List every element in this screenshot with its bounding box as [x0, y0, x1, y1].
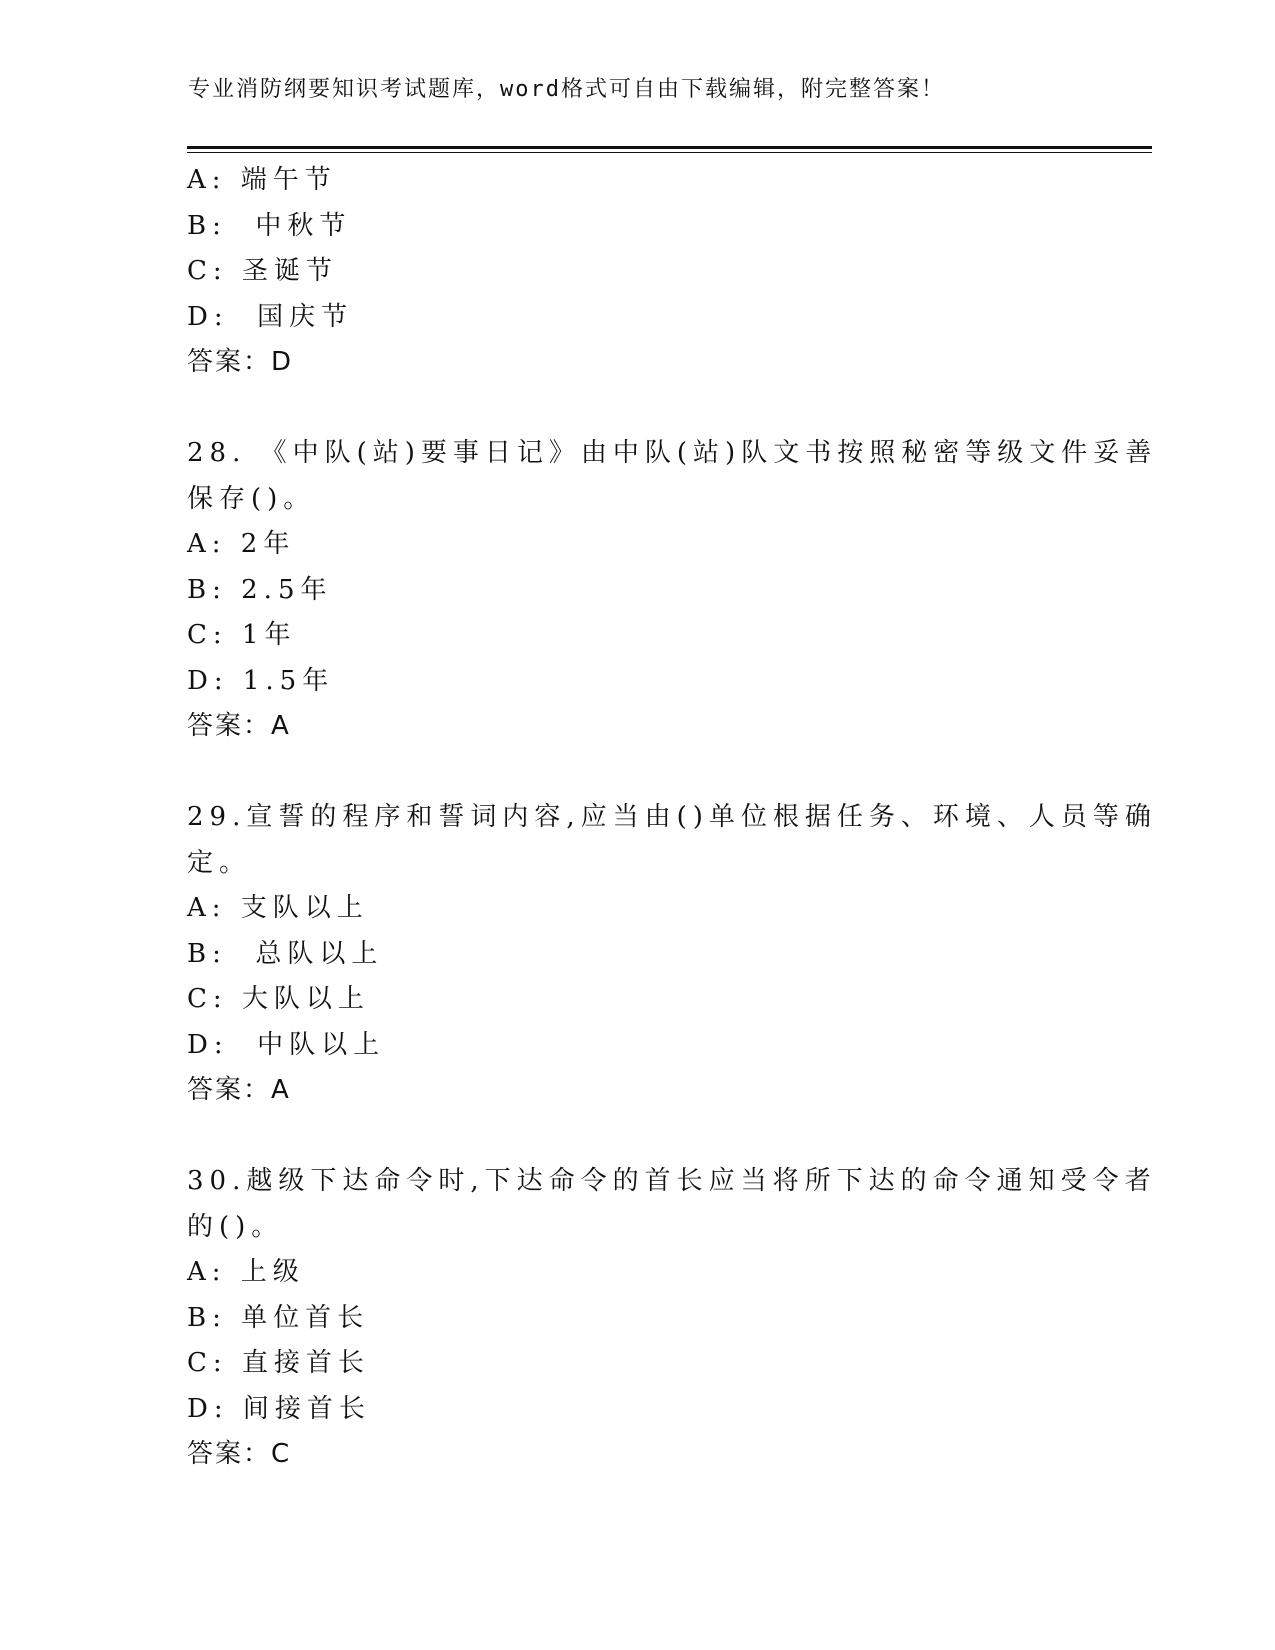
document-header: 专业消防纲要知识考试题库，word格式可自由下载编辑，附完整答案！ [188, 77, 945, 102]
option-a: A: 端午节 [187, 165, 337, 195]
question-stem: 30.越级下达命令时,下达命令的首长应当将所下达的命令通知受令者 [187, 1166, 1157, 1196]
spacer [187, 386, 1087, 432]
question-list [187, 158, 1158, 1478]
option-d: D: 国庆节 [187, 301, 354, 332]
option-b: B: 单位首长 [187, 1302, 370, 1333]
option-b: B: 2.5年 [187, 574, 333, 605]
question-28 [187, 431, 1158, 750]
option-d: D: 中队以上 [187, 1029, 386, 1060]
option-a: A: 支队以上 [187, 893, 369, 923]
spacer [187, 1114, 1087, 1160]
header-rule-thick [187, 146, 1152, 149]
option-d: D: 间接首长 [187, 1393, 371, 1424]
question-29 [187, 795, 1157, 1114]
option-c: C: 大队以上 [187, 984, 370, 1014]
option-c: C: 圣诞节 [187, 256, 338, 286]
question-stem-continued: 的()。 [187, 1211, 284, 1242]
option-b: B: 中秋节 [187, 210, 352, 241]
spacer [187, 750, 1087, 796]
option-c: C: 直接首长 [187, 1348, 370, 1378]
option-c: C: 1年 [187, 620, 297, 650]
answer-line: 答案：D [187, 347, 294, 377]
question-27 [187, 158, 1087, 386]
answer-line: 答案：A [187, 1075, 291, 1105]
option-b: B: 总队以上 [187, 938, 384, 969]
answer-line: 答案：A [187, 711, 291, 741]
question-stem-continued: 保存()。 [187, 483, 316, 514]
question-stem: 28. 《中队(站)要事日记》由中队(站)队文书按照秘密等级文件妥善 [187, 438, 1158, 468]
option-d: D: 1.5年 [187, 665, 335, 696]
header-rule-thin [187, 152, 1152, 153]
question-stem-continued: 定。 [187, 847, 252, 878]
question-30 [187, 1159, 1157, 1478]
answer-line: 答案：C [187, 1439, 292, 1469]
option-a: A: 2年 [187, 529, 296, 559]
question-stem: 29.宣誓的程序和誓词内容,应当由()单位根据任务、环境、人员等确 [187, 802, 1157, 832]
option-a: A: 上级 [187, 1257, 305, 1287]
